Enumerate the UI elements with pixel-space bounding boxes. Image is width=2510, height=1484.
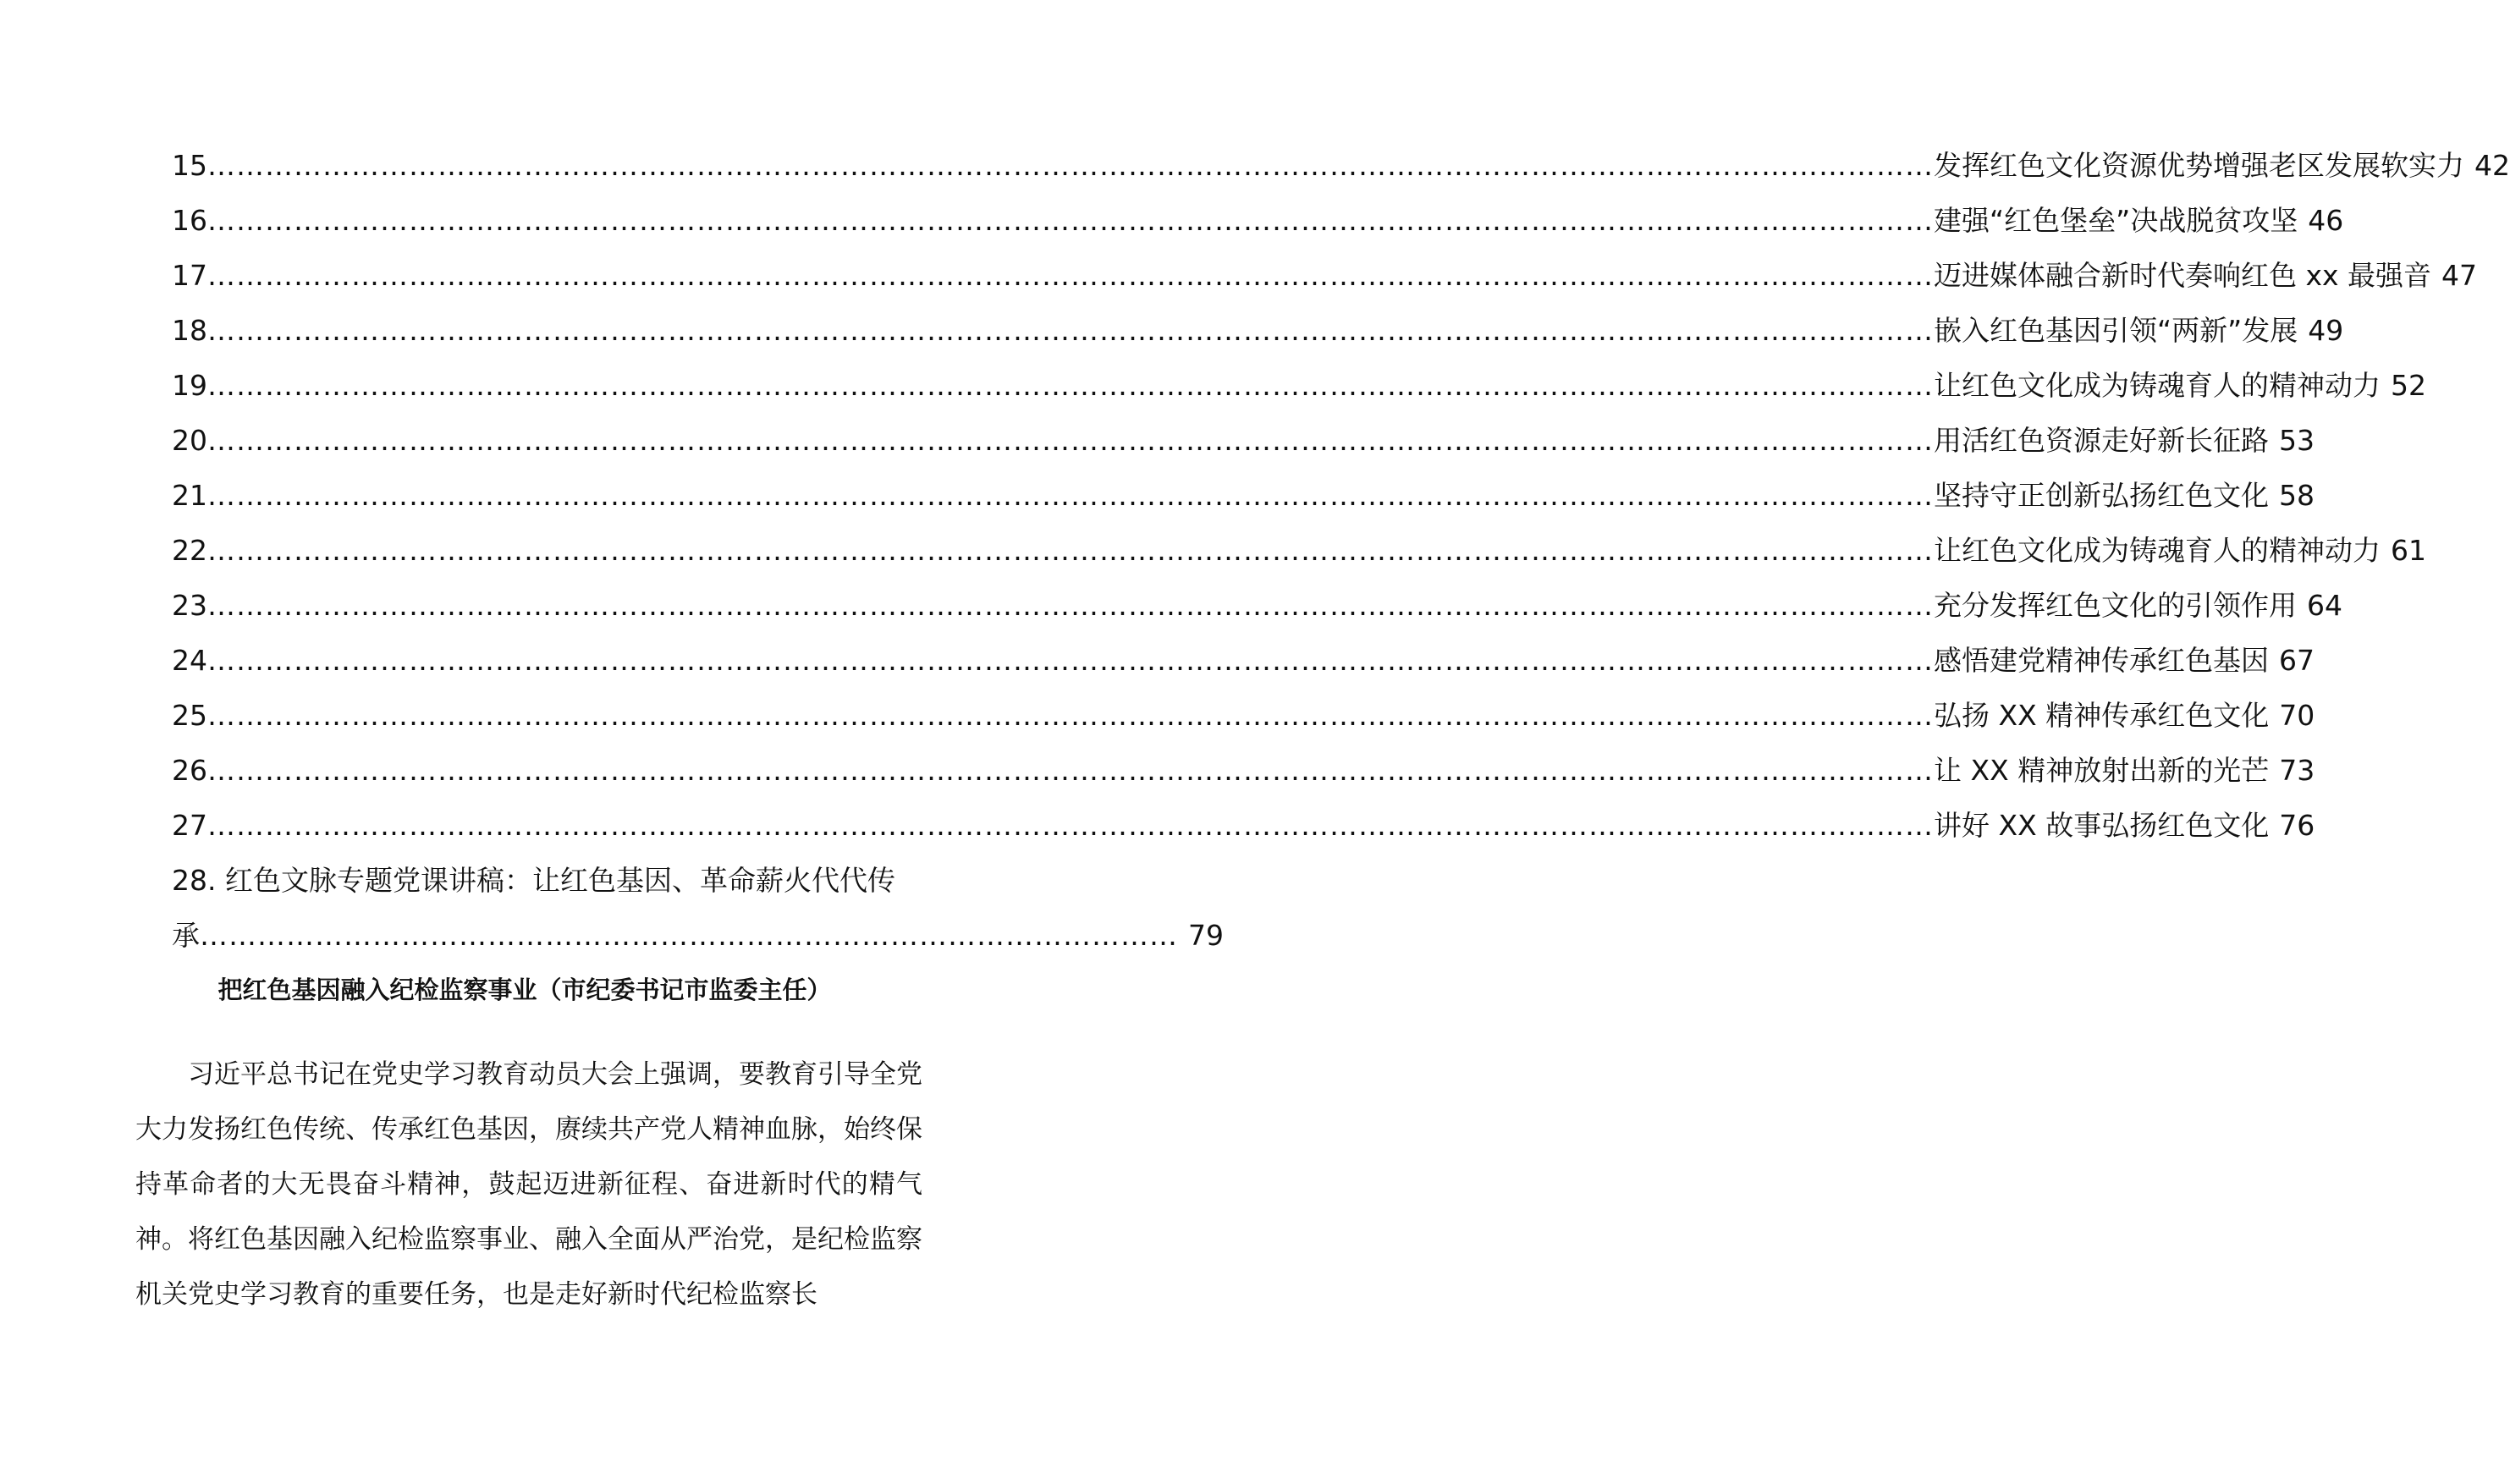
toc-entry-title: 发挥红色文化资源优势增强老区发展软实力 [1934,149,2464,182]
toc-entry-page: 52 [2391,369,2426,402]
toc-entries [172,138,2510,853]
toc-entry-page: 53 [2279,424,2315,457]
toc-entry-page: 61 [2391,534,2426,567]
table-of-contents [172,138,2510,963]
toc-entry-number: 26 [172,754,207,787]
toc-entry-number: 18 [172,314,207,347]
toc-entry[interactable] [172,413,2315,468]
article-heading: 把红色基因融入纪检监察事业（市纪委书记市监委主任） [217,976,832,1004]
toc-leader-dots: ……………………………………………………………………………………………………………………………………………………………… [207,424,1934,457]
toc-entry-number: 24 [172,644,207,677]
toc-entry[interactable] [172,743,2315,798]
toc-leader-dots: ……………………………………………………………………………………………………………………………………………………………… [207,754,1934,787]
toc-entry-page: 42 [2474,149,2510,182]
toc-entry-title: 用活红色资源走好新长征路 [1934,424,2269,457]
toc-entry-title: 坚持守正创新弘扬红色文化 [1934,479,2269,512]
toc-entry-number: 16 [172,204,207,237]
article-paragraph: 习近平总书记在党史学习教育动员大会上强调，要教育引导全党大力发扬红色传统、传承红色基因，赓续共产党人精神血脉，始终保持革命者的大无畏奋斗精神，鼓起迈进新征程、奋进新时代的精气神。将红色基因融入纪检监察事业、融入全面从严治党，是纪检监察机关党史学习教育的重要任务，也是走好新时代纪检监察长 [135,1059,922,1310]
toc-entry[interactable] [172,303,2344,358]
toc-entry-number: 15 [172,149,207,182]
toc-entry-number: 21 [172,479,207,512]
toc-entry-number: 17 [172,259,207,292]
toc-entry-number: 22 [172,534,207,567]
toc-entry[interactable] [172,358,2426,413]
toc-entry[interactable] [172,468,2315,523]
toc-entry-title-line2: 承 [172,919,200,952]
toc-leader-dots: ……………………………………………………………………………………………………………………………………………………………… [207,149,1934,182]
article-body [135,1047,922,1322]
toc-entry-page: 58 [2279,479,2315,512]
toc-entry[interactable] [172,248,2478,303]
toc-leader-dots: ……………………………………………………………………………………………………………………………………………………………… [207,369,1934,402]
toc-entry-number: 23 [172,589,207,622]
toc-entry-page: 70 [2279,699,2315,732]
toc-entry-title: 让红色文化成为铸魂育人的精神动力 [1934,534,2381,567]
toc-entry-page: 76 [2279,809,2315,842]
toc-entry-title: 弘扬 XX 精神传承红色文化 [1934,699,2270,732]
toc-entry-number: 20 [172,424,207,457]
toc-entry-page: 49 [2308,314,2344,347]
toc-entry[interactable] [172,798,2315,853]
toc-entry-title: 嵌入红色基因引领“两新”发展 [1934,314,2298,347]
toc-leader-dots: ……………………………………………………………………………………………………………………………………………………………… [207,589,1934,622]
toc-entry-number: 27 [172,809,207,842]
toc-leader-dots: ……………………………………………………………………………………………………………………………………………………………… [207,479,1934,512]
toc-leader-dots: ……………………………………………………………………………………………………………………………………………………………… [207,534,1934,567]
toc-leader-dots: ……………………………………………………………………………………………………………………………………………………………… [207,259,1934,292]
toc-entry-page: 46 [2308,204,2344,237]
toc-leader-dots: ……………………………………………………………………………………………………………………………………………………………… [207,644,1934,677]
toc-entry-title: 感悟建党精神传承红色基因 [1934,644,2269,677]
toc-leader-dots: ………………………………………………………………………………………… [200,919,1178,952]
toc-entry[interactable] [172,688,2315,743]
toc-entry-wrapped[interactable] [172,853,1224,963]
toc-entry-number: 25 [172,699,207,732]
toc-entry-page: 64 [2307,589,2342,622]
toc-entry[interactable] [172,523,2426,578]
toc-entry-title: 建强“红色堡垒”决战脱贫攻坚 [1934,204,2298,237]
toc-entry[interactable] [172,578,2342,633]
toc-entry-title: 充分发挥红色文化的引领作用 [1934,589,2297,622]
toc-entry-page: 79 [1188,919,1224,952]
toc-entry-title: 迈进媒体融合新时代奏响红色 xx 最强音 [1934,259,2432,292]
toc-entry[interactable] [172,138,2510,193]
toc-entry-page: 67 [2279,644,2315,677]
toc-leader-dots: ……………………………………………………………………………………………………………………………………………………………… [207,204,1934,237]
toc-entry-number: 19 [172,369,207,402]
toc-entry-page: 47 [2441,259,2478,292]
toc-leader-dots: ……………………………………………………………………………………………………………………………………………………………… [207,699,1934,732]
toc-leader-dots: ……………………………………………………………………………………………………………………………………………………………… [207,314,1934,347]
toc-entry-title: 让 XX 精神放射出新的光芒 [1934,754,2270,787]
toc-leader-dots: ……………………………………………………………………………………………………………………………………………………………… [207,809,1934,842]
toc-entry-title-line1: 28. 红色文脉专题党课讲稿：让红色基因、革命薪火代代传 [172,864,895,897]
toc-entry-title: 讲好 XX 故事弘扬红色文化 [1934,809,2270,842]
toc-entry-title: 让红色文化成为铸魂育人的精神动力 [1934,369,2381,402]
toc-entry-page: 73 [2279,754,2315,787]
toc-entry[interactable] [172,633,2315,688]
toc-entry[interactable] [172,193,2344,248]
